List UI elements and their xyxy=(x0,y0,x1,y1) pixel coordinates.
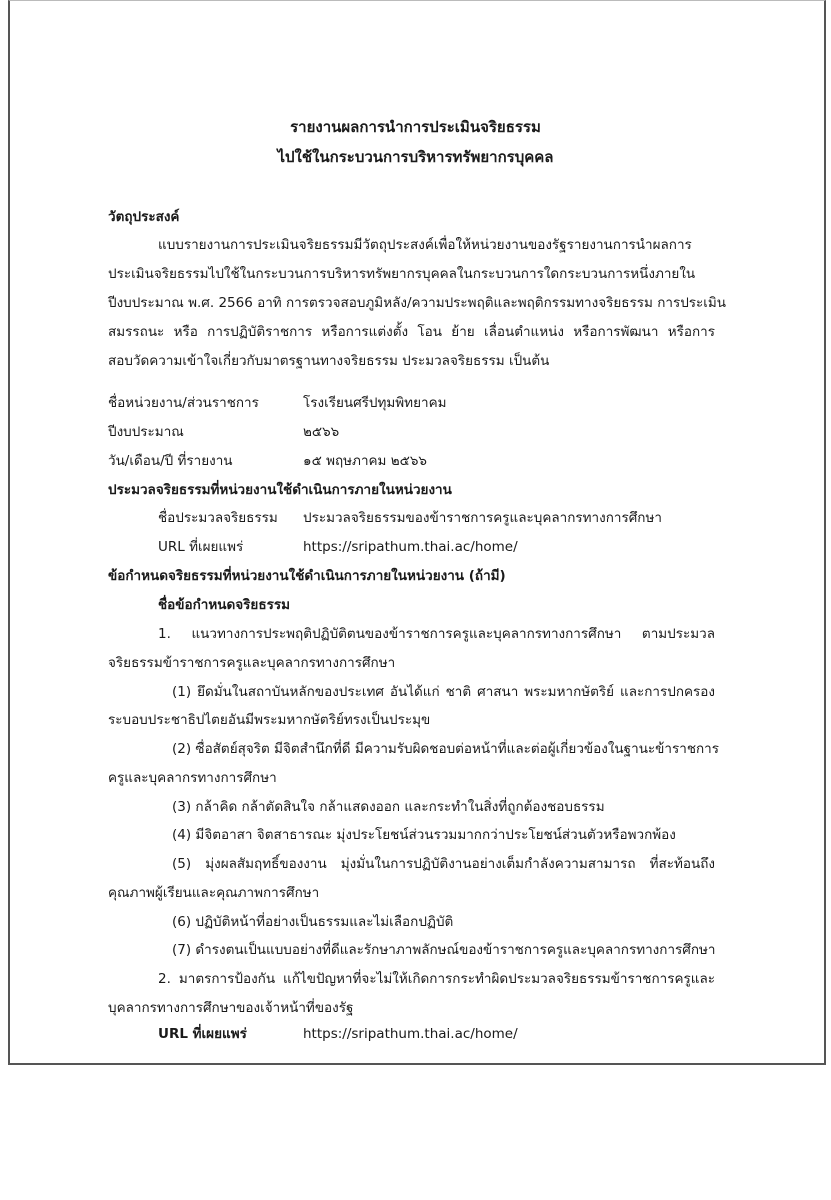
sub-rule-4: (4) มีจิตอาสา จิตสาธารณะ มุ่งประโยชน์ส่วนรวมมากกว่าประโยชน์ส่วนตัวหรือพวกพ้อง xyxy=(172,827,676,843)
report-date-value: ๑๕ พฤษภาคม ๒๕๖๖ xyxy=(303,453,428,469)
sub-rule-3: (3) กล้าคิด กล้าตัดสินใจ กล้าแสดงออก และกระทำในสิ่งที่ถูกต้องชอบธรรม xyxy=(172,799,605,815)
code-url-value[interactable]: https://sripathum.thai.ac/home/ xyxy=(303,539,518,555)
sub-rule-1-line-2: ระบอบประชาธิปไตยอันมีพระมหากษัตริย์ทรงเป็นประมุข xyxy=(108,712,431,728)
sub-rule-2-line-1: (2) ซื่อสัตย์สุจริต มีจิตสำนึกที่ดี มีความรับผิดชอบต่อหน้าที่และต่อผู้เกี่ยวข้องในฐานะข้าราชการ xyxy=(172,741,719,757)
sub-rule-5-line-1: (5) มุ่งผลสัมฤทธิ์ของงาน มุ่งมั่นในการปฏิบัติงานอย่างเต็มกำลังความสามารถ ที่สะท้อนถึง xyxy=(172,856,715,872)
rule-item-1-line-1: 1. แนวทางการประพฤติปฏิบัติตนของข้าราชการครูและบุคลากรทางการศึกษา ตามประมวล xyxy=(158,626,715,642)
rules-url-value[interactable]: https://sripathum.thai.ac/home/ xyxy=(303,1026,518,1042)
objective-line-3: ปีงบประมาณ พ.ศ. 2566 อาทิ การตรวจสอบภูมิหลัง/ความประพฤติและพฤติกรรมทางจริยธรรม การประเมิน xyxy=(108,295,727,311)
objective-heading: วัตถุประสงค์ xyxy=(108,209,180,225)
sub-rule-7: (7) ดำรงตนเป็นแบบอย่างที่ดีและรักษาภาพลักษณ์ของข้าราชการครูและบุคลากรทางการศึกษา xyxy=(172,942,716,958)
code-name-value: ประมวลจริยธรรมของข้าราชการครูและบุคลากรทางการศึกษา xyxy=(303,510,662,526)
code-of-ethics-heading: ประมวลจริยธรรมที่หน่วยงานใช้ดำเนินการภายในหน่วยงาน xyxy=(108,482,452,498)
rule-item-2-line-2: บุคลากรทางการศึกษาของเจ้าหน้าที่ของรัฐ xyxy=(108,1000,354,1016)
objective-line-5: สอบวัดความเข้าใจเกี่ยวกับมาตรฐานทางจริยธรรม ประมวลจริยธรรม เป็นต้น xyxy=(108,353,550,369)
code-url-label: URL ที่เผยแพร่ xyxy=(158,539,244,555)
sub-rule-2-line-2: ครูและบุคลากรทางการศึกษา xyxy=(108,770,277,786)
objective-line-4: สมรรถนะ หรือ การปฏิบัติราชการ หรือการแต่งตั้ง โอน ย้าย เลื่อนตำแหน่ง หรือการพัฒนา หรือการ xyxy=(108,324,715,340)
ethics-rules-heading: ข้อกำหนดจริยธรรมที่หน่วยงานใช้ดำเนินการภายในหน่วยงาน (ถ้ามี) xyxy=(108,568,506,584)
ethics-rules-subheading: ชื่อข้อกำหนดจริยธรรม xyxy=(158,597,290,613)
rules-url-label: URL ที่เผยแพร่ xyxy=(158,1026,247,1042)
document-title-line1: รายงานผลการนำการประเมินจริยธรรม xyxy=(290,118,541,136)
document-title-line2: ไปใช้ในกระบวนการบริหารทรัพยากรบุคคล xyxy=(277,148,554,166)
sub-rule-1-line-1: (1) ยึดมั่นในสถาบันหลักของประเทศ อันได้แก่ ชาติ ศาสนา พระมหากษัตริย์ และการปกครอง xyxy=(172,684,715,700)
agency-value: โรงเรียนศรีปทุมพิทยาคม xyxy=(303,395,447,411)
code-name-label: ชื่อประมวลจริยธรรม xyxy=(158,510,278,526)
rule-item-2-line-1: 2. มาตรการป้องกัน แก้ไขปัญหาที่จะไม่ให้เกิดการกระทำผิดประมวลจริยธรรมข้าราชการครูและ xyxy=(158,971,715,987)
sub-rule-6: (6) ปฏิบัติหน้าที่อย่างเป็นธรรมและไม่เลือกปฏิบัติ xyxy=(172,914,454,930)
sub-rule-5-line-2: คุณภาพผู้เรียนและคุณภาพการศึกษา xyxy=(108,885,320,901)
agency-label: ชื่อหน่วยงาน/ส่วนราชการ xyxy=(108,395,259,411)
fiscal-year-value: ๒๕๖๖ xyxy=(303,424,340,440)
objective-line-2: ประเมินจริยธรรมไปใช้ในกระบวนการบริหารทรัพยากรบุคคลในกระบวนการใดกระบวนการหนึ่งภายใน xyxy=(108,266,696,282)
objective-line-1: แบบรายงานการประเมินจริยธรรมมีวัตถุประสงค์เพื่อให้หน่วยงานของรัฐรายงานการนำผลการ xyxy=(158,237,692,253)
report-date-label: วัน/เดือน/ปี ที่รายงาน xyxy=(108,453,233,469)
fiscal-year-label: ปีงบประมาณ xyxy=(108,424,184,440)
rule-item-1-line-2: จริยธรรมข้าราชการครูและบุคลากรทางการศึกษา xyxy=(108,655,396,671)
